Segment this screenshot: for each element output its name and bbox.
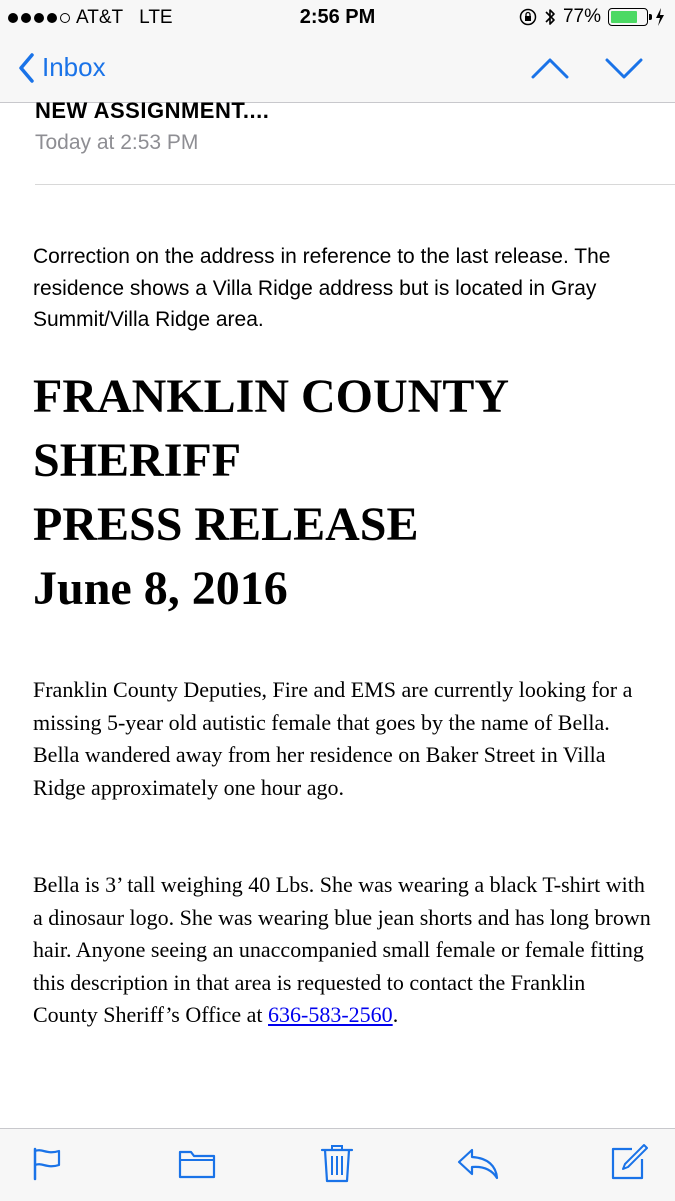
press-release-title — [33, 365, 653, 621]
header-divider — [35, 184, 675, 185]
title-line: June 8, 2016 — [33, 562, 288, 615]
back-to-inbox-button[interactable] — [18, 52, 106, 83]
email-date: Today at 2:53 PM — [35, 131, 199, 154]
title-line: FRANKLIN COUNTY — [33, 370, 510, 423]
bluetooth-icon — [544, 7, 556, 27]
carrier-name: AT&T — [76, 7, 124, 28]
title-line: SHERIFF — [33, 434, 242, 487]
previous-message-chevron-up-icon[interactable] — [531, 56, 569, 80]
battery-percent: 77% — [562, 6, 601, 27]
nav-bar — [0, 38, 675, 103]
email-subject: NEW ASSIGNMENT.... — [35, 98, 270, 123]
phone-number-link[interactable]: 636-583-2560 — [268, 1002, 393, 1027]
status-time: 2:56 PM — [299, 6, 376, 28]
title-line: PRESS RELEASE — [33, 498, 419, 551]
correction-note: Correction on the address in reference to the last release. The residence shows a Villa Ridge address but is located in Gray Summit/Villa Ridge area. — [33, 245, 611, 331]
paragraph-text: Bella is 3’ tall weighing 40 Lbs. She was wearing a black T-shirt with a dinosaur logo. She was wearing blue jean shorts and has long brown hair. Anyone seeing an unaccompanied small female or female fitting this description in that area is requested to contact the Franklin County Sheriff’s Office at — [33, 872, 651, 1027]
orientation-lock-icon — [519, 8, 537, 26]
compose-icon[interactable] — [610, 1143, 648, 1181]
message-navigation — [531, 56, 643, 80]
battery-level — [611, 11, 637, 23]
status-right — [519, 6, 665, 28]
back-button-label: Inbox — [42, 52, 106, 82]
paragraph-end: . — [392, 1002, 399, 1027]
status-bar — [0, 0, 675, 38]
bottom-toolbar — [0, 1128, 675, 1201]
body-paragraph-contact — [33, 869, 653, 1032]
battery-icon — [608, 8, 648, 26]
body-paragraph: Franklin County Deputies, Fire and EMS are currently looking for a missing 5-year old autistic female that goes by the name of Bella. Bella wandered away from her residence on Baker Street in Villa Ridge approximately one hour ago. — [33, 677, 633, 800]
reply-icon[interactable] — [456, 1147, 500, 1181]
flag-icon[interactable] — [32, 1147, 62, 1181]
next-message-chevron-down-icon[interactable] — [605, 56, 643, 80]
trash-icon[interactable] — [320, 1143, 354, 1183]
folder-icon[interactable] — [178, 1147, 216, 1179]
chevron-left-icon — [18, 53, 34, 83]
network-type: LTE — [139, 7, 173, 28]
charging-bolt-icon — [655, 8, 665, 26]
